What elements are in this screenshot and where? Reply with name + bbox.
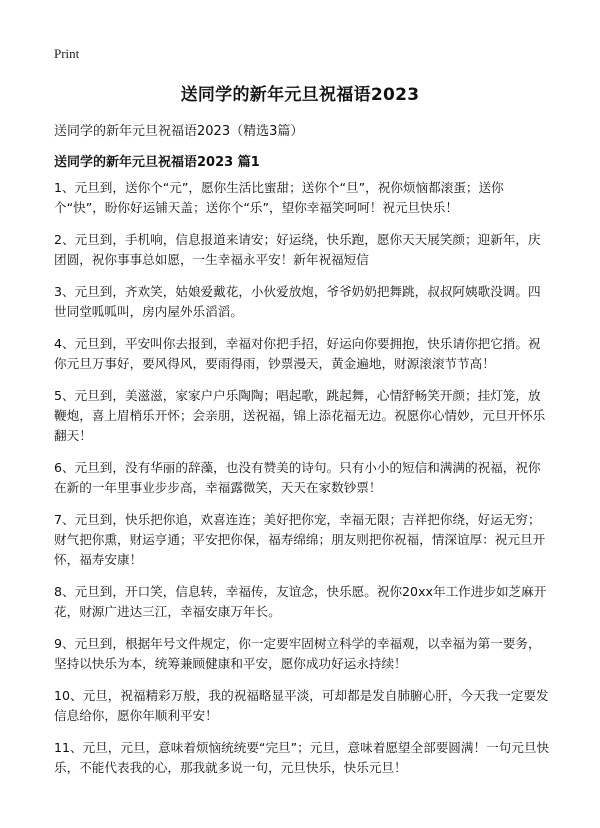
greeting-paragraph: 6、元旦到，没有华丽的辞藻，也没有赞美的诗句。只有小小的短信和满满的祝福，祝你在新的一年里事业步步高，幸福露微笑，天天在家数钞票！ [54,460,541,495]
greeting-paragraph: 5、元旦到，美滋滋，家家户户乐陶陶；唱起歌，跳起舞，心情舒畅笑开颜；挂灯笼，放鞭炮，喜上眉梢乐开怀；会亲朋，送祝福，锦上添花福无边。祝愿你心情妙，元旦开怀乐翻天！ [54,388,546,443]
greeting-paragraph: 7、元旦到，快乐把你追，欢喜连连；美好把你宠，幸福无限；吉祥把你绕，好运无穷；财气把你熏，财运亨通；平安把你保，福寿绵绵；朋友则把你祝福，情深谊厚：祝元旦开怀，福寿安康！ [54,512,546,567]
greeting-paragraph: 10、元旦，祝福精彩万般，我的祝福略显平淡，可却都是发自肺腑心肝，今天我一定要发信息给你，愿你年顺利平安！ [54,688,549,723]
section-heading: 送同学的新年元旦祝福语2023 篇1 [54,155,260,170]
greeting-paragraph: 9、元旦到，根据年号文件规定，你一定要牢固树立科学的幸福观，以幸福为第一要务，坚持以快乐为本，统筹兼顾健康和平安，愿你成功好运永持续！ [54,636,541,671]
greetings-list [54,178,552,790]
greeting-paragraph: 11、元旦，元旦，意味着烦恼统统要“完旦”；元旦，意味着愿望全部要圆满！一句元旦快乐，不能代表我的心，那我就多说一句，元旦快乐，快乐元旦！ [54,740,550,775]
greeting-paragraph: 8、元旦到，开口笑，信息转，幸福传，友谊念，快乐愿。祝你20xx年工作进步如芝麻开花，财源广进达三江，幸福安康万年长。 [54,584,547,619]
document-subtitle: 送同学的新年元旦祝福语2023（精选3篇） [54,124,304,139]
greeting-paragraph: 4、元旦到，平安叫你去报到，幸福对你把手招，好运向你要拥抱，快乐请你把它捎。祝你元旦万事好，要风得风，要雨得雨，钞票漫天，黄金遍地，财源滚滚节节高！ [54,336,541,371]
greeting-paragraph: 2、元旦到，手机响，信息报道来请安；好运绕，快乐跑，愿你天天展笑颜；迎新年，庆团圆，祝你事事总如愿，一生幸福永平安！新年祝福短信 [54,232,541,267]
greeting-paragraph: 1、元旦到，送你个“元”，愿你生活比蜜甜；送你个“旦”，祝你烦恼都滚蛋；送你个“快”，盼你好运铺天盖；送你个“乐”，望你幸福笑呵呵！祝元旦快乐！ [54,180,504,215]
greeting-paragraph: 3、元旦到，齐欢笑，姑娘爱戴花，小伙爱放炮，爷爷奶奶把舞跳，叔叔阿姨歌没调。四世同堂呱呱叫，房内屋外乐滔滔。 [54,284,541,319]
print-link[interactable]: Print [54,46,80,61]
page-title: 送同学的新年元旦祝福语2023 [180,85,420,105]
